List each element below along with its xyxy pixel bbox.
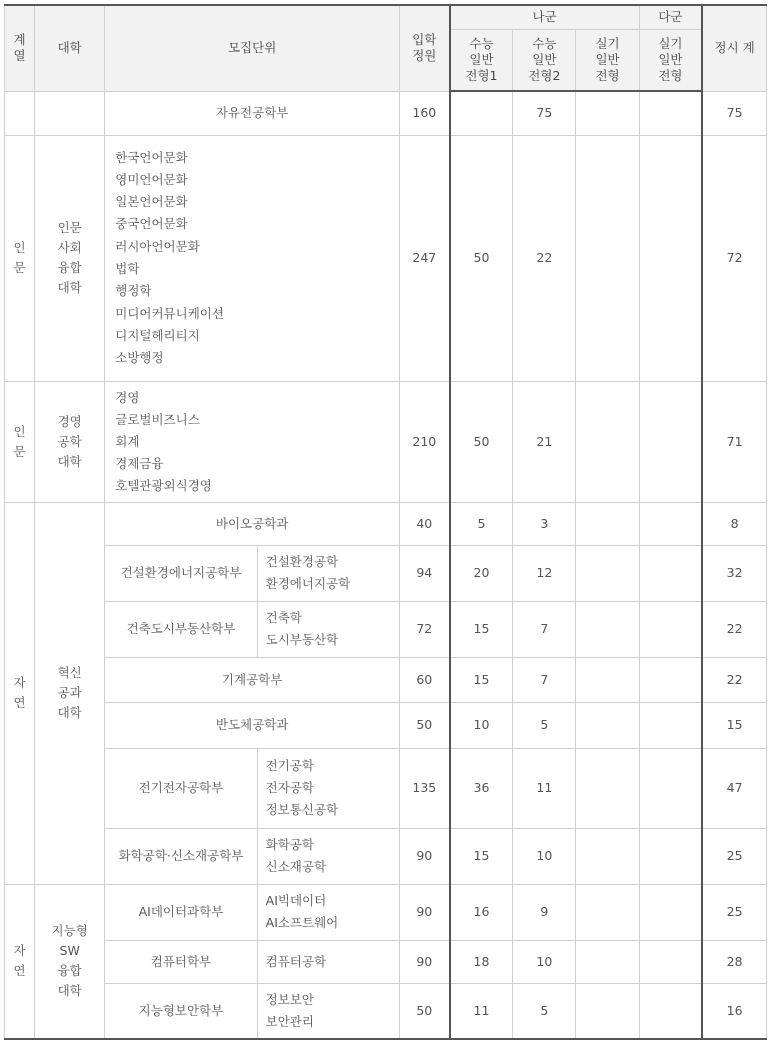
- suneung2-cell: 10: [513, 828, 576, 884]
- table-row: [5, 502, 767, 545]
- suneung1-cell: 16: [450, 884, 513, 940]
- suneung1-cell: 20: [450, 545, 513, 601]
- capacity-cell: 210: [400, 381, 450, 502]
- header-suneung-2: 수능 일반 전형2: [513, 29, 576, 91]
- suneung2-cell: 7: [513, 601, 576, 657]
- major-list: 정보보안 보안관리: [257, 983, 399, 1039]
- suneung2-cell: 22: [513, 135, 576, 381]
- header-dagun: 다군: [639, 5, 702, 29]
- unit-cell: AI데이터과학부: [105, 884, 257, 940]
- total-cell: 32: [702, 545, 766, 601]
- suneung1-cell: 10: [450, 702, 513, 748]
- unit-cell: 전기전자공학부: [105, 748, 257, 828]
- unit-cell: 반도체공학과: [105, 702, 400, 748]
- header-capacity: 입학 정원: [400, 5, 450, 91]
- unit-cell: 화학공학·신소재공학부: [105, 828, 257, 884]
- capacity-cell: 247: [400, 135, 450, 381]
- suneung2-cell: 5: [513, 702, 576, 748]
- college-cell: 지능형 SW 융합 대학: [35, 884, 105, 1039]
- suneung1-cell: 36: [450, 748, 513, 828]
- header-nagun: 나군: [450, 5, 639, 29]
- table-row: [5, 545, 767, 601]
- silgi-na-cell: [576, 91, 639, 135]
- table-row: [5, 748, 767, 828]
- gye-cell: 인 문: [5, 381, 35, 502]
- suneung2-cell: 21: [513, 381, 576, 502]
- header-total: 정시 계: [702, 5, 766, 91]
- gye-cell: 자 연: [5, 502, 35, 884]
- header-suneung-1: 수능 일반 전형1: [450, 29, 513, 91]
- capacity-cell: 40: [400, 502, 450, 545]
- capacity-cell: 72: [400, 601, 450, 657]
- total-cell: 47: [702, 748, 766, 828]
- suneung2-cell: 5: [513, 983, 576, 1039]
- suneung1-cell: 15: [450, 601, 513, 657]
- suneung2-cell: 10: [513, 940, 576, 983]
- unit-list: 경영 글로벌비즈니스 회계 경제금융 호텔관광외식경영: [105, 381, 400, 502]
- silgi-da-cell: [639, 91, 702, 135]
- suneung1-cell: [450, 91, 513, 135]
- table-row: [5, 601, 767, 657]
- major-list: 전기공학 전자공학 정보통신공학: [257, 748, 399, 828]
- total-cell: 8: [702, 502, 766, 545]
- header-silgi-na: 실기 일반 전형: [576, 29, 639, 91]
- suneung1-cell: 15: [450, 828, 513, 884]
- major-list: 건축학 도시부동산학: [257, 601, 399, 657]
- total-cell: 22: [702, 657, 766, 702]
- major-list: 컴퓨터공학: [257, 940, 399, 983]
- table-row: [5, 702, 767, 748]
- suneung2-cell: 12: [513, 545, 576, 601]
- header-gye: 계 열: [5, 5, 35, 91]
- suneung1-cell: 50: [450, 135, 513, 381]
- suneung2-cell: 3: [513, 502, 576, 545]
- header-unit: 모집단위: [105, 5, 400, 91]
- unit-cell: 건축도시부동산학부: [105, 601, 257, 657]
- unit-cell: 건설환경에너지공학부: [105, 545, 257, 601]
- suneung2-cell: 11: [513, 748, 576, 828]
- total-cell: 22: [702, 601, 766, 657]
- total-cell: 28: [702, 940, 766, 983]
- capacity-cell: 135: [400, 748, 450, 828]
- gye-cell: 자 연: [5, 884, 35, 1039]
- capacity-cell: 60: [400, 657, 450, 702]
- college-cell: 경영 공학 대학: [35, 381, 105, 502]
- total-cell: 75: [702, 91, 766, 135]
- table-row: [5, 91, 767, 135]
- total-cell: 15: [702, 702, 766, 748]
- admission-table: [4, 4, 767, 1040]
- total-cell: 72: [702, 135, 766, 381]
- major-list: 화학공학 신소재공학: [257, 828, 399, 884]
- major-list: AI빅데이터 AI소프트웨어: [257, 884, 399, 940]
- suneung1-cell: 11: [450, 983, 513, 1039]
- unit-cell: 지능형보안학부: [105, 983, 257, 1039]
- college-cell: 인문 사회 융합 대학: [35, 135, 105, 381]
- capacity-cell: 90: [400, 884, 450, 940]
- capacity-cell: 50: [400, 983, 450, 1039]
- capacity-cell: 160: [400, 91, 450, 135]
- unit-list: 한국언어문화 영미언어문화 일본언어문화 중국언어문화 러시아언어문화 법학 행정학 미디어커뮤니케이션 디지털헤리티지 소방행정: [105, 135, 400, 381]
- unit-cell: 컴퓨터학부: [105, 940, 257, 983]
- total-cell: 25: [702, 828, 766, 884]
- table-row: [5, 884, 767, 940]
- table-row: [5, 983, 767, 1039]
- college-cell: 혁신 공과 대학: [35, 502, 105, 884]
- suneung1-cell: 50: [450, 381, 513, 502]
- table-row: [5, 657, 767, 702]
- capacity-cell: 50: [400, 702, 450, 748]
- major-list: 건설환경공학 환경에너지공학: [257, 545, 399, 601]
- suneung1-cell: 15: [450, 657, 513, 702]
- header-college: 대학: [35, 5, 105, 91]
- table-row: [5, 381, 767, 502]
- header-silgi-da: 실기 일반 전형: [639, 29, 702, 91]
- total-cell: 71: [702, 381, 766, 502]
- table-row: [5, 828, 767, 884]
- capacity-cell: 90: [400, 828, 450, 884]
- table-row: [5, 940, 767, 983]
- gye-cell: 인 문: [5, 135, 35, 381]
- unit-cell: 바이오공학과: [105, 502, 400, 545]
- suneung2-cell: 9: [513, 884, 576, 940]
- suneung2-cell: 75: [513, 91, 576, 135]
- table-row: [5, 135, 767, 381]
- suneung2-cell: 7: [513, 657, 576, 702]
- suneung1-cell: 18: [450, 940, 513, 983]
- capacity-cell: 90: [400, 940, 450, 983]
- capacity-cell: 94: [400, 545, 450, 601]
- total-cell: 25: [702, 884, 766, 940]
- unit-cell: 기계공학부: [105, 657, 400, 702]
- unit-cell: 자유전공학부: [105, 91, 400, 135]
- suneung1-cell: 5: [450, 502, 513, 545]
- total-cell: 16: [702, 983, 766, 1039]
